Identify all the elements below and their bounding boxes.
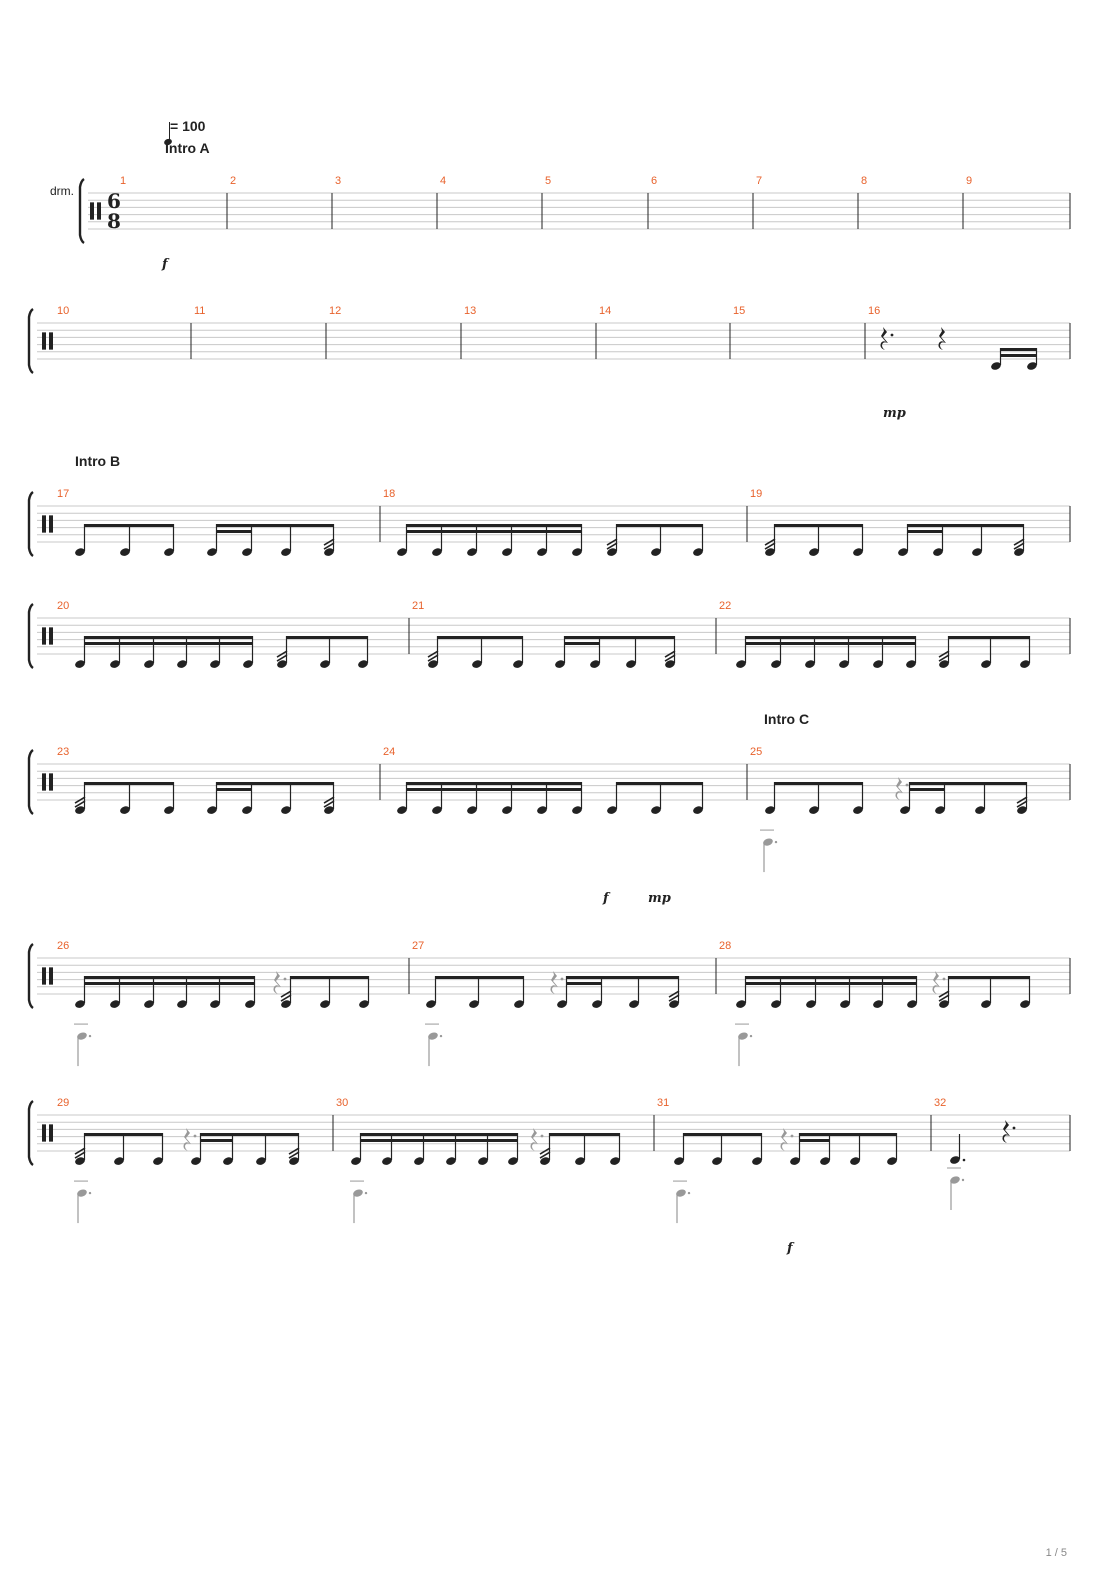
rest-icon bbox=[896, 777, 904, 800]
note-beam bbox=[200, 1133, 299, 1136]
staff-system-4 bbox=[29, 600, 1070, 668]
measure-notes bbox=[74, 636, 369, 669]
note-beam bbox=[566, 976, 679, 979]
measure-notes bbox=[673, 1128, 898, 1223]
note-beam-secondary bbox=[799, 1139, 830, 1142]
dynamic-marking: mp bbox=[648, 891, 671, 906]
rest-dot bbox=[194, 1135, 197, 1138]
measure-number: 18 bbox=[383, 488, 396, 500]
note-beam-secondary bbox=[406, 530, 582, 533]
ghost-note-dot bbox=[775, 841, 777, 843]
measure-number: 17 bbox=[57, 488, 70, 500]
accent-mark-icon bbox=[1014, 539, 1024, 549]
percussion-clef-icon bbox=[49, 515, 53, 532]
measure-32 bbox=[947, 1120, 1015, 1210]
measure-notes bbox=[74, 782, 335, 815]
ghost-note-dot bbox=[89, 1035, 91, 1037]
note-beam-secondary bbox=[360, 1139, 518, 1142]
ghost-note-dot bbox=[688, 1192, 690, 1194]
measure-notes bbox=[74, 1128, 300, 1223]
measure-number: 6 bbox=[651, 175, 658, 187]
staff-bracket bbox=[29, 750, 33, 814]
accent-mark-icon bbox=[665, 651, 675, 661]
note-beam-secondary bbox=[406, 788, 582, 791]
measure-notes bbox=[427, 636, 676, 669]
measure-notes bbox=[735, 971, 1031, 1066]
percussion-clef-icon bbox=[90, 202, 94, 219]
note-beam bbox=[616, 524, 703, 527]
note-beam bbox=[216, 782, 334, 785]
rest-dot bbox=[891, 334, 894, 337]
note-beam bbox=[406, 782, 582, 785]
measure-number: 29 bbox=[57, 1097, 70, 1109]
accent-mark-icon bbox=[939, 991, 949, 1001]
note-beam bbox=[549, 1133, 620, 1136]
ghost-note-dot bbox=[365, 1192, 367, 1194]
note-beam-secondary bbox=[564, 642, 600, 645]
accent-mark-icon bbox=[607, 539, 617, 549]
time-signature-top: 6 bbox=[107, 189, 121, 213]
ghost-note-dot bbox=[750, 1035, 752, 1037]
percussion-clef-icon bbox=[42, 515, 46, 532]
accent-mark-icon bbox=[75, 1148, 85, 1158]
dynamic-marking: f bbox=[603, 891, 609, 906]
accent-mark-icon bbox=[289, 1148, 299, 1158]
measure-number: 15 bbox=[733, 305, 746, 317]
percussion-clef-icon bbox=[42, 1124, 46, 1141]
note-beam-secondary bbox=[745, 642, 916, 645]
accent-mark-icon bbox=[765, 539, 775, 549]
measure-number: 31 bbox=[657, 1097, 670, 1109]
measure-number: 11 bbox=[194, 305, 206, 317]
note-beam bbox=[745, 976, 917, 979]
ghost-note-dot bbox=[89, 1192, 91, 1194]
section-intro-a: Intro A bbox=[165, 140, 210, 156]
note-beam-secondary bbox=[216, 530, 252, 533]
rest-dot bbox=[284, 978, 287, 981]
percussion-clef-icon bbox=[49, 773, 53, 790]
staff-bracket bbox=[29, 944, 33, 1008]
note-beam bbox=[948, 636, 1030, 639]
tempo-text: = 100 bbox=[170, 118, 206, 134]
note-beam bbox=[290, 976, 369, 979]
measure-number: 23 bbox=[57, 746, 70, 758]
note-beam bbox=[84, 1133, 163, 1136]
measure-number: 27 bbox=[412, 940, 425, 952]
staff-system-1 bbox=[80, 175, 1070, 243]
note-beam bbox=[564, 636, 675, 639]
percussion-clef-icon bbox=[42, 773, 46, 790]
accent-mark-icon bbox=[324, 539, 334, 549]
note-beam bbox=[909, 782, 1027, 785]
staff-system-2 bbox=[29, 305, 1070, 373]
measure-number: 13 bbox=[464, 305, 477, 317]
accent-mark-icon bbox=[324, 797, 334, 807]
measure-number: 10 bbox=[57, 305, 70, 317]
measure-number: 30 bbox=[336, 1097, 349, 1109]
measure-number: 5 bbox=[545, 175, 552, 187]
note-beam bbox=[616, 782, 703, 785]
note-beam bbox=[435, 976, 524, 979]
accent-mark-icon bbox=[277, 651, 287, 661]
dynamic-marking: f bbox=[787, 1241, 793, 1256]
note-beam bbox=[286, 636, 368, 639]
note-beam-secondary bbox=[84, 642, 253, 645]
measure-number: 3 bbox=[335, 175, 342, 187]
rest-dot bbox=[943, 978, 946, 981]
accent-mark-icon bbox=[669, 991, 679, 1001]
instrument-label: drm. bbox=[50, 184, 74, 198]
measure-number: 16 bbox=[868, 305, 881, 317]
note-beam bbox=[84, 524, 174, 527]
note-beam bbox=[84, 636, 253, 639]
staff-system-3 bbox=[29, 488, 1070, 556]
staff-bracket bbox=[29, 309, 33, 373]
note-beam bbox=[216, 524, 334, 527]
note-beam-secondary bbox=[566, 982, 602, 985]
rest-dot bbox=[906, 784, 909, 787]
staff-system-5 bbox=[29, 746, 1070, 814]
measure-number: 22 bbox=[719, 600, 732, 612]
rest-icon bbox=[274, 971, 282, 994]
section-intro-b: Intro B bbox=[75, 453, 121, 469]
measure-notes bbox=[425, 971, 680, 1066]
measure-notes bbox=[735, 636, 1031, 669]
accent-mark-icon bbox=[428, 651, 438, 661]
rest-dot bbox=[541, 1135, 544, 1138]
measure-number: 8 bbox=[861, 175, 868, 187]
percussion-clef-icon bbox=[42, 627, 46, 644]
note-beam bbox=[948, 976, 1030, 979]
accent-mark-icon bbox=[1017, 797, 1027, 807]
measure-number: 12 bbox=[329, 305, 342, 317]
percussion-clef-icon bbox=[49, 1124, 53, 1141]
ghost-note-dot bbox=[962, 1179, 964, 1181]
rest-icon bbox=[184, 1128, 192, 1151]
note-beam bbox=[84, 782, 174, 785]
measure-number: 24 bbox=[383, 746, 396, 758]
measure-number: 28 bbox=[719, 940, 732, 952]
note-beam bbox=[907, 524, 1024, 527]
measure-number: 32 bbox=[934, 1097, 947, 1109]
staff-system-6 bbox=[29, 940, 1070, 1008]
measure-notes bbox=[396, 524, 704, 557]
ghost-note-dot bbox=[440, 1035, 442, 1037]
note-beam-secondary bbox=[909, 788, 945, 791]
rest-dot bbox=[791, 1135, 794, 1138]
note-beam bbox=[774, 524, 863, 527]
note-beam-secondary bbox=[84, 982, 255, 985]
measure-number: 2 bbox=[230, 175, 237, 187]
measure-number: 19 bbox=[750, 488, 763, 500]
staff-bracket bbox=[29, 604, 33, 668]
dynamic-marking: f bbox=[162, 257, 168, 272]
measure-notes bbox=[764, 524, 1025, 557]
note-dot bbox=[963, 1159, 966, 1162]
staff-bracket bbox=[29, 1101, 33, 1165]
measure-number: 26 bbox=[57, 940, 70, 952]
measure-number: 21 bbox=[412, 600, 425, 612]
measure-number: 7 bbox=[756, 175, 763, 187]
rest-icon bbox=[933, 971, 941, 994]
rest-icon bbox=[781, 1128, 789, 1151]
note-beam bbox=[360, 1133, 518, 1136]
note-beam-secondary bbox=[200, 1139, 233, 1142]
note-beam-secondary bbox=[907, 530, 943, 533]
measure-notes bbox=[74, 971, 370, 1066]
measure-notes bbox=[760, 777, 1028, 872]
rest-icon bbox=[551, 971, 559, 994]
page-number: 1 / 5 bbox=[1045, 1547, 1067, 1559]
time-signature-bottom: 8 bbox=[107, 209, 121, 233]
note-beam-secondary bbox=[1000, 354, 1037, 357]
accent-mark-icon bbox=[540, 1148, 550, 1158]
measure-number: 1 bbox=[120, 175, 127, 187]
section-intro-c: Intro C bbox=[764, 711, 810, 727]
rest-dot bbox=[561, 978, 564, 981]
rest-icon bbox=[1003, 1120, 1011, 1143]
note-beam-secondary bbox=[216, 788, 252, 791]
percussion-clef-icon bbox=[97, 202, 101, 219]
accent-mark-icon bbox=[281, 991, 291, 1001]
accent-mark-icon bbox=[939, 651, 949, 661]
percussion-clef-icon bbox=[49, 332, 53, 349]
note-beam bbox=[437, 636, 523, 639]
measure-notes bbox=[396, 782, 704, 815]
note-beam bbox=[406, 524, 582, 527]
percussion-clef-icon bbox=[42, 967, 46, 984]
note-beam bbox=[799, 1133, 897, 1136]
note-beam bbox=[1000, 348, 1037, 351]
rest-dot bbox=[1013, 1127, 1016, 1130]
measure-number: 9 bbox=[966, 175, 973, 187]
percussion-clef-icon bbox=[49, 627, 53, 644]
measure-16 bbox=[881, 327, 1038, 371]
measure-number: 20 bbox=[57, 600, 70, 612]
percussion-clef-icon bbox=[42, 332, 46, 349]
note-beam bbox=[683, 1133, 762, 1136]
measure-number: 4 bbox=[440, 175, 447, 187]
staff-bracket bbox=[29, 492, 33, 556]
note-beam bbox=[745, 636, 916, 639]
percussion-clef-icon bbox=[49, 967, 53, 984]
note-beam-secondary bbox=[745, 982, 917, 985]
rest-icon bbox=[531, 1128, 539, 1151]
measure-number: 25 bbox=[750, 746, 763, 758]
accent-mark-icon bbox=[75, 797, 85, 807]
measure-number: 14 bbox=[599, 305, 612, 317]
note-beam bbox=[84, 976, 255, 979]
note-beam bbox=[774, 782, 863, 785]
measure-notes bbox=[350, 1128, 621, 1223]
measure-notes bbox=[74, 524, 335, 557]
dynamic-marking: mp bbox=[883, 406, 906, 421]
staff-bracket bbox=[80, 179, 84, 243]
